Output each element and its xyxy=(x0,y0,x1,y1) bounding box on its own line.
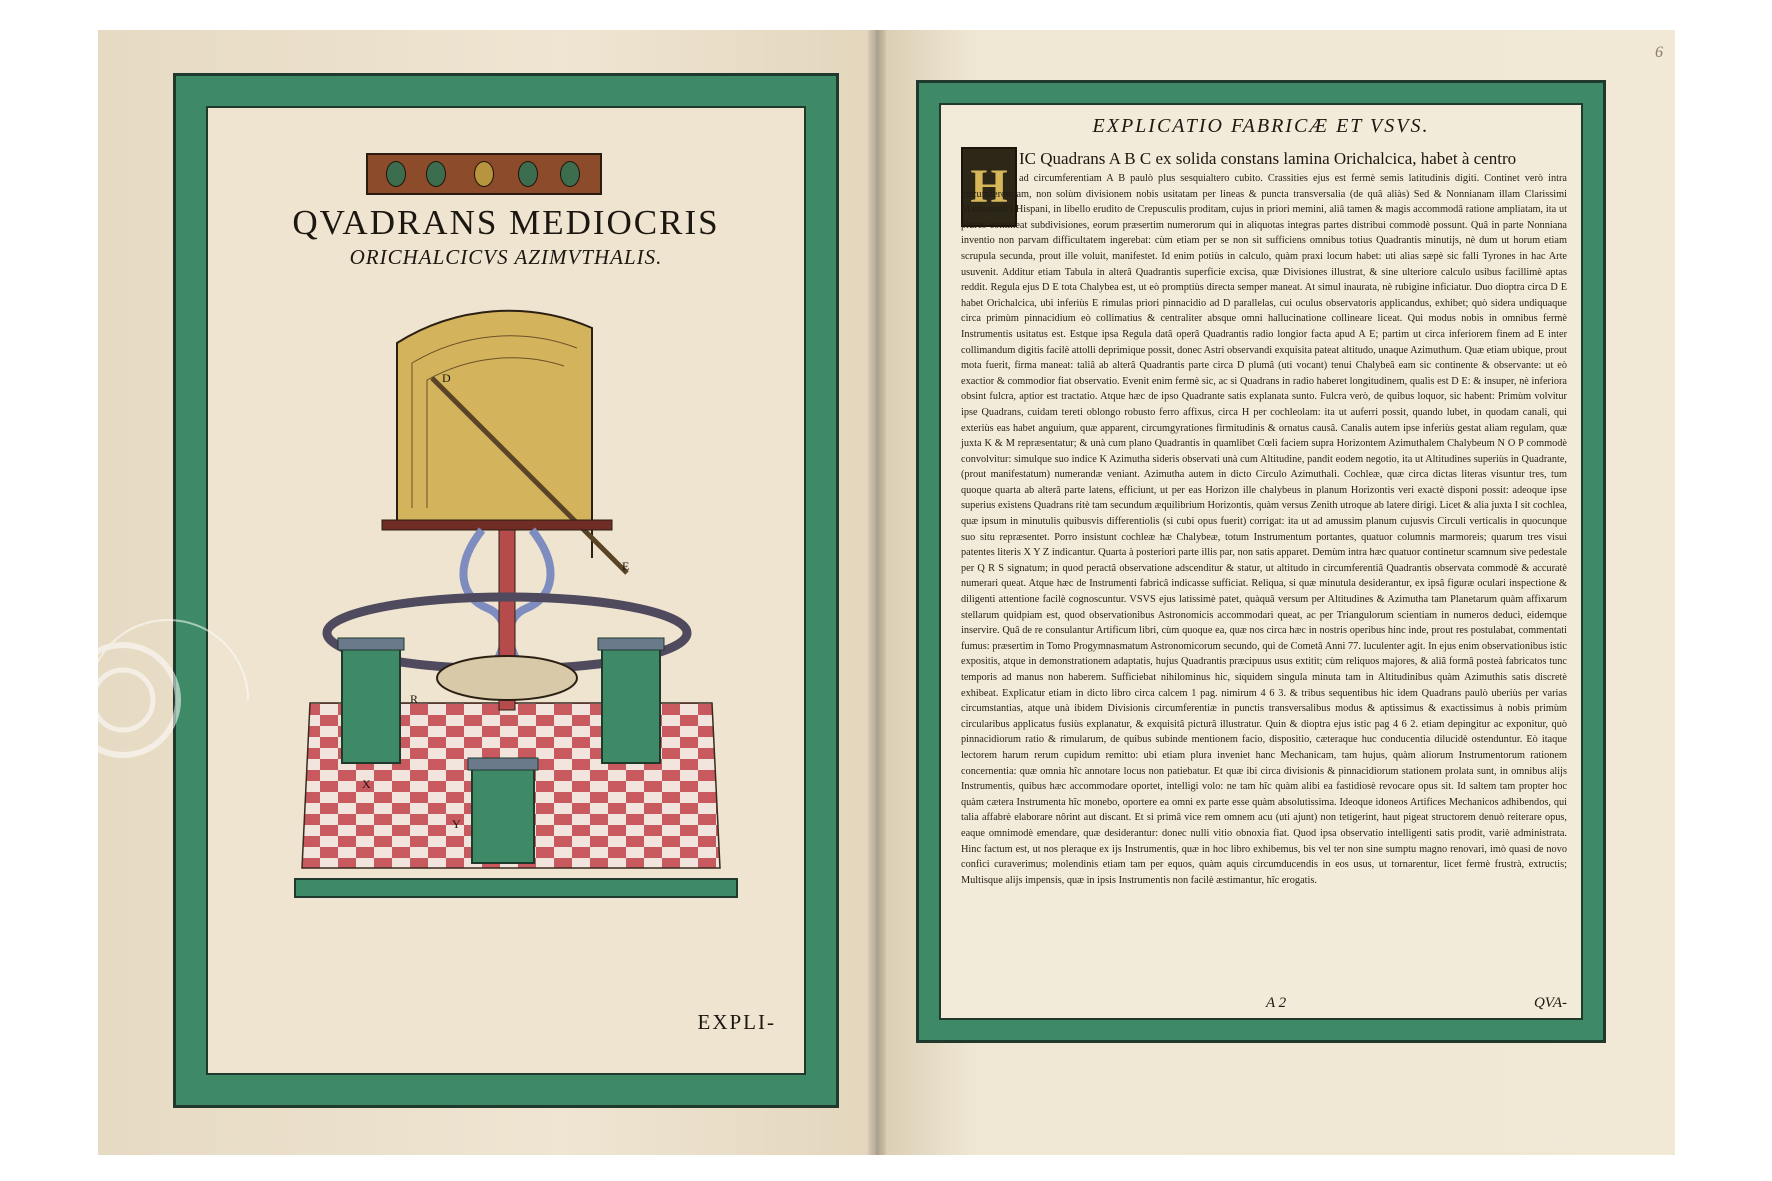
svg-text:X: X xyxy=(362,777,371,791)
headpiece-ornament xyxy=(366,153,602,195)
label-e: E xyxy=(622,559,630,573)
plate-subtitle: ORICHALCICVS AZIMVTHALIS. xyxy=(349,245,663,269)
right-green-border xyxy=(916,80,1606,1043)
drop-cap: H xyxy=(961,147,1017,227)
quadrant-engraving xyxy=(302,308,720,868)
right-page-panel xyxy=(939,103,1583,1020)
tailpiece-bar xyxy=(294,878,738,898)
facsimile-watermark xyxy=(48,590,268,810)
book-spread xyxy=(98,30,1675,1155)
svg-text:R: R xyxy=(410,692,419,706)
label-d: D xyxy=(442,371,451,385)
lead-line: IC Quadrans A B C ex solida constans lamina Orichalcica, habet à centro xyxy=(1019,149,1517,168)
catchword-right: QVA- xyxy=(1533,995,1567,1011)
plate-title: QVADRANS MEDIOCRIS xyxy=(292,203,720,242)
folio-number: 6 xyxy=(1655,44,1663,61)
catchword-left: EXPLI- xyxy=(697,1010,776,1034)
section-title: EXPLICATIO FABRICÆ ET VSVS. xyxy=(1092,115,1430,137)
left-page-panel xyxy=(206,106,806,1075)
left-green-border xyxy=(173,73,839,1108)
body-text: ad circumferentiam A B paulò plus sesquialtero cubito. Crassities ejus est fermè semis latitudinis digiti. Continet verò intra circumferentiam, non solùm divisionem nobis usitatam per lineas & puncta transversalia (de quâ aliàs) Sed & Nonnianam illam Clarissimi Mathematici Hispani, in libello erudito de Crepusculis proditam, cujus in priori memini, aliâ tamen & magis accommodâ ratione ampliatam, ita ut plures contineat subdivisiones, eorum præsertim numerorum qui in aliquotas integras partes distribui commodè possunt. Quâ in parte Nonniana inventio non parvam difficultatem ingerebat: cùm etiam per se non sit sufficiens omnibus totius Quadrantis minutijs, nè dum ut horum etiam scrupula secunda, prout ille voluit, manifestet. Id enim potiùs in calculo, quàm praxi locum habet: uti alias sæpè sic falli Tyrones in hac Arte usuvenit. Additur etiam Tabula in alterâ Quadrantis superficie excisa, quæ Divisiones illustrat, & sine ulteriore calculo usibus facillimè aptas reddit. Regula ejus D E tota Chalybea est, ut eò promptiùs directa semper maneat. At simul inaurata, nè rubigine inficiatur. Duo dioptra circa D E habet Orichalcica, ubi inferiùs E rimulas priori pinnacidio ad D parallelas, cui oculus observatoris applicandus, exhibet; quò sidera undiquaque circa primùm pinnacidium eò collimatius & centraliter absque omni hallucinatione collineare liceat. Qui modus nobis in omnibus fermè Instrumentis usitatus est. Estque ipsa Regula datâ operâ Quadrantis radio longior facta apud A E; partim ut circa inferiorem finem ad E inter collimandum digitis facilè attolli deprimique possit, donec Astri observandi exquisita pateat altitudo, unaque Azimuthum. Quæ etiam ubique, prout mota fuerit, firma maneat: taliâ ab alterâ Quadrantis parte circa D plumâ (uti vocant) tenui Chalybeâ eam sic continente & observante: ut eò exactior & commodior fiat observatio. Evenit enim fermè sic, ac si Quadrans in radio haberet longitudinem, qualis est D E: & insuper, nè inferiora obsint fulcra, aptior est tractatio. Atque hæc de ipso Quadrante satis explanata sunto. Fulcra verò, de quibus loquor, sic habent: Primùm volvitur ipse Quadrans, cuidam tereti oblongo robusto ferro affixus, circa H per cochleolam: ita ut auferri possit, quando lubet, in quodam canali, qui exteriùs eas habet anguium, quæ apparent, circumgyrationes firmitudinis & ornatus causâ. Canalis autem ipse inferiùs gestat aliam regulam, quæ juxta K & M repræsentatur; & unà cum plano Quadrantis in quamlibet Cœli faciem supra Horizontem Azimuthalem Chalybeum N O P commodè convolvitur: simulque suo indice K Azimutha sideris observati unà cum Altitudine, pandit eodem negotio, ita ut Altitudines superiùs in Quadrante, (prout manifestatum) numerandæ veniant. Azimutha autem in dicto Circulo Azimuthali. Cochleæ, quæ circa dictas literas visuntur tres, tum quoque quarta ab alterâ parte latens, efficiunt, ut per eas Horizon ille chalybeus in planum Horizontis veri exactè disponi possit: adeoque ipse superius existens Quadrans ritè tam secundum æquilibrium Horizontis, quàm versus Zenith utroque ab latere dirigi. Licet & alia juxta I sit cochlea, quæ ipsum in minutulis quibusvis differentiolis (si cubi opus fuerit) corrigat: ita ut ad amussim planum cujusvis Circuli verticalis in quocunque suo situ repræsentet. Porro insistunt cochleæ hæ Chalybeæ, totum Instrumentum portantes, quatuor columnis marmoreis; quarum tres visui patentes literis X Y Z indicantur. Quarta à posteriori parte illis par, non satis apparet. Demùm intra hæc quatuor continetur scamnum sive pedestale per Q R S signatum; in quod peractâ observatione adscenditur & statur, ut altitudo in circumferentiâ Quadrantis observata commodè & accuratè numerari queat. Atque hæc de Instrumenti fabricâ indicasse sufficiat. Reliqua, si quæ minutula desiderantur, ex ipsâ figuræ oculari inspectione & diligenti attentione facilè cognoscuntur. VSVS ejus latissimè patet, quàquâ versum per Altitudines & Azimutha tam Planetarum quàm affixarum stellarum quidpiam est, quod observationibus Astronomicis accommodari queat, ac per Triangulorum scientiam in numeros deduci, eidemque inservire. Quâ de re consulantur Artificum libri, cùm quoque ea, quæ nos circa hæc in nostris operibus hinc inde, prout res postulabat, commentati fumus: præsertim in Tomo Progymnasmatum Astronomicorum secundo, qui de Cometâ Anni 77. luculenter agit. In ejus enim observationibus istic expositis, atque in demonstrationem adaptatis, hujus Quadrantis præcipuus usus extitit; cùm reliquos majores, & aliâ formâ posteà fabricatos tunc temporis ad manus non haberem. Sufficiebat nihilominus hic, siquidem singula minuta tam in Altitudinibus quàm Azimuthis satis discretè exhibeat. Explicatur etiam in dicto libro circa calcem 1 pag. nimirum 4 6 3. & tribus sequentibus hic idem Quadrans paulò uberiùs per varias circumstantias, atque unà ibidem Divisionis circumferentiæ in punctis transversalibus modus & aptissimus & exactissimus à nobis primùm circularibus applicatus fusiùs explanatur, & exquisitâ picturâ illustratur. Quin & dioptra ejus istic pag 4 6 2. etiam depingitur ac exponitur, quò pinnacidiorum ratio & rimularum, de quibus subinde mentionem facio, dispositio, cæteraque huc conducentia dilucidè ostenduntur. Eò itaque lectorem harum rerum cupidum remitto: ubi etiam plura inveniet hanc Mechanicam, tam hujus, quàm aliorum Instrumentorum rationem concernentia: quæ omnia hîc annotare locus non patiebatur. Et quæ ibi circa divisionis & pinnacidiorum stationem prolata sunt, in omnibus alijs Instrumentis, quibus hæc accommodare oportet, intelligi volo: ne tam hîc quàm alibi ea fastidiosè revocare opus sit. Id saltem tam propter hoc quàm cætera Instrumenta hîc monebo, oportere ea omni ex parte esse quàm absolutissima. Ideoque idoneos Artifices Mechanicos adhibendos, qui talia affabrè elaborare nôrint aut discant. Et si primâ vice rem omnem acu (uti ajunt) non tetigerint, haut pigeat structorem denuò reiterare opus, eaque omnimodè emendare, quæ desiderantur: donec nulli vitio obnoxia fiat. Quod ipsa observatio intelligenti satis prodit, variè administrata. Hinc factum est, ut nos pleraque ex ijs Instrumentis, quæ in hoc libro exhibemus, bis vel ter non sine sumptu magno renovari, imò quasi de novo confici curaverimus; molendinis etiam tam per equos, quàm aquis circumducendis in eos usus, ut tornarentur, licet fermè frustrà, extructis; Multisque alijs impensis, quæ in ipsis Instrumentis non facilè æstimantur, hîc erogatis. xyxy=(961,173,1567,886)
signature-mark: A 2 xyxy=(1266,995,1287,1011)
svg-text:Y: Y xyxy=(452,817,461,831)
book-gutter xyxy=(868,30,886,1155)
right-page xyxy=(876,30,1675,1155)
